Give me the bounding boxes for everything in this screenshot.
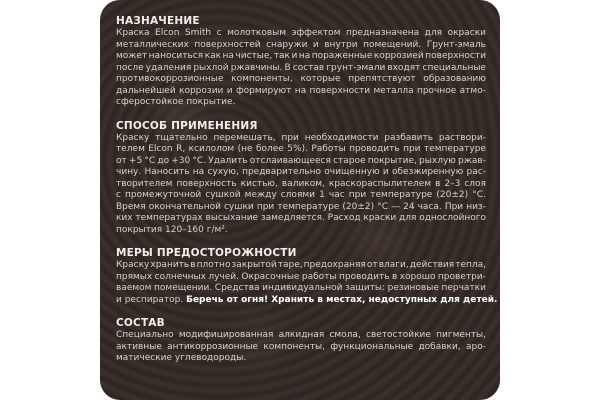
section-title-precautions: МЕРЫ ПРЕДОСТОРОЖНОСТИ [116,247,297,259]
text-line: Краску хранить в плотно закрытой таре, предохраняя от влаги, действия тепла, [116,260,486,270]
section-body-purpose [116,28,486,109]
section-title-application: СПОСОБ ПРИМЕНЕНИЯ [116,119,258,132]
text-line: ваемом помещении. Средства индивидуальной защиты: резиновые перчатки [116,283,486,293]
text-line: сферостойкое покрытие. [116,97,236,107]
text-line: чину. Наносить на сухую, предварительно очищенную и обезжиренную рас- [116,167,486,177]
section-title-composition: СОСТАВ [116,317,165,329]
text-line: после удаления рыхлой ржавчины. В состав грунт-эмали входят специальные [116,62,486,73]
card-content [116,14,498,365]
text-line: Специально модифицированная алкидная смола, светостойкие пигменты, [116,330,486,340]
text-line: Краска Elcon Smith с молотковым эффектом предназначена для окраски [116,28,486,38]
text-line: покрытия 120–160 г/м². [116,224,228,235]
text-line: может наноситься как на чистые, так и на пораженные коррозией поверхности [116,51,486,61]
text-line: прямых солнечных лучей. Окрасочные работы проводить в хорошо проветри- [116,271,486,282]
text-line: телем Elcon R, ксилолом (не более 5%). Работы проводить при температуре [116,144,486,154]
text-line: дальнейшей коррозии и формируют на поверхности металла прочное атмо- [116,85,486,96]
section-body-precautions [116,260,486,295]
section-body-composition [116,330,486,365]
text-line: от +5 °C до +30 °C. Удалить отслаивающееся старое покрытие, рыхлую ржав- [116,155,486,166]
section-title-purpose: НАЗНАЧЕНИЕ [116,15,200,27]
text-plain: и респиратор. [116,294,184,305]
text-line: металлических поверхностей снаружи и внутри помещений. Грунт-эмаль [116,39,486,50]
warning-text: Беречь от огня! Хранить в местах, недоступных для детей. [186,294,498,305]
text-line: Краску тщательно перемешать, при необходимости разбавить раствори- [116,132,486,143]
info-card [100,0,500,400]
precautions-last-line [116,294,498,307]
text-line: Время окончательной сушки при температуре (20±2) °C — 24 часа. При низ- [116,201,486,212]
text-line: активные антикоррозионные компоненты, функциональные добавки, аро- [116,341,486,352]
section-body-application [116,133,486,237]
text-line: ких температурах высыхание замедляется. Расход краски для однослойного [116,213,486,223]
text-line: противокоррозионные компоненты, которые препятствуют образованию [116,74,486,84]
text-line: творителем поверхность кистью, валиком, краскораспылителем в 2–3 слоя [116,178,486,189]
text-line: матические углеводороды. [116,353,247,363]
text-line: с промежуточной сушкой между слоями 1 час при температуре (20±2) °C. [116,190,486,200]
